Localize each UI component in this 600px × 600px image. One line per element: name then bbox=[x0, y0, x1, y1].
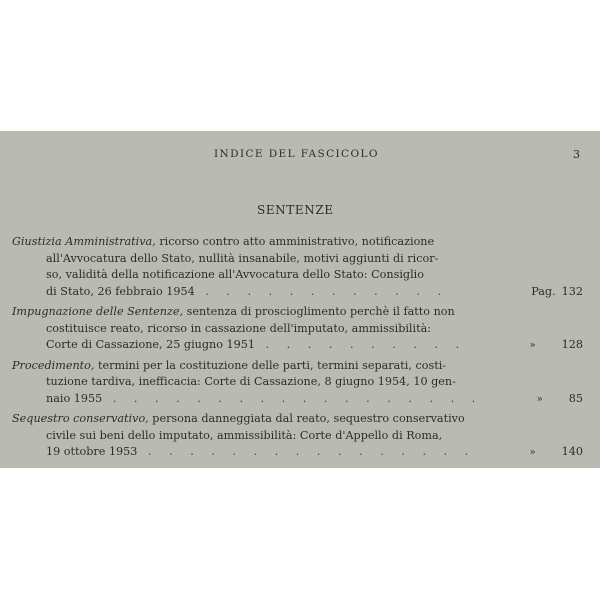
page-label: Pag. bbox=[531, 284, 556, 298]
index-entry bbox=[0, 358, 600, 408]
entry-line bbox=[0, 337, 600, 354]
page-number: 3 bbox=[573, 148, 580, 161]
entry-line bbox=[0, 391, 600, 408]
entry-page-ref bbox=[531, 284, 583, 301]
entry-line bbox=[0, 304, 600, 321]
entry-line bbox=[0, 284, 600, 301]
entry-text: naio 1955 bbox=[46, 391, 103, 405]
entry-text: di Stato, 26 febbraio 1954 bbox=[46, 284, 195, 298]
page-label: » bbox=[529, 447, 536, 458]
entry-text: costituisce reato, ricorso in cassazione dell'imputato, ammissibilità: bbox=[46, 321, 432, 335]
entry-line bbox=[0, 411, 600, 428]
page-label: » bbox=[529, 340, 536, 351]
leader-dots: . . . . . . . . . . . . . . . . . . bbox=[102, 391, 483, 405]
entry-text: ricorso contro atto amministrativo, notificazione bbox=[155, 235, 435, 248]
index-entries bbox=[0, 234, 600, 465]
leader-dots: . . . . . . . . . . bbox=[255, 338, 467, 351]
entry-page-ref bbox=[530, 337, 583, 355]
entry-text: termini per la costituzione delle parti, termini separati, costi- bbox=[94, 358, 447, 372]
entry-page-number: 128 bbox=[561, 338, 583, 351]
index-entry bbox=[0, 234, 600, 300]
entry-page-number: 132 bbox=[561, 284, 583, 298]
book-page bbox=[0, 131, 600, 468]
entry-topic: Procedimento, bbox=[12, 358, 95, 372]
entry-text: persona danneggiata dal reato, sequestro conservativo bbox=[148, 412, 465, 425]
index-entry bbox=[0, 304, 600, 354]
entry-text: Corte di Cassazione, 25 giugno 1951 bbox=[46, 338, 256, 351]
entry-text: all'Avvocatura dello Stato, nullità insanabile, motivi aggiunti di ricor- bbox=[46, 251, 439, 265]
page-label: » bbox=[536, 393, 543, 405]
entry-line bbox=[0, 234, 600, 251]
entry-line bbox=[0, 267, 600, 284]
entry-page-number: 85 bbox=[568, 391, 583, 405]
section-title: SENTENZE bbox=[257, 203, 334, 217]
entry-text: civile sui beni dello imputato, ammissibilità: Corte d'Appello di Roma, bbox=[46, 428, 443, 442]
entry-page-ref bbox=[537, 391, 583, 409]
entry-topic: Impugnazione delle Sentenze, bbox=[12, 305, 184, 318]
entry-topic: Giustizia Amministrativa, bbox=[12, 235, 156, 248]
running-head bbox=[0, 148, 600, 162]
entry-line bbox=[0, 358, 600, 375]
entry-text: so, validità della notificazione all'Avvocatura dello Stato: Consiglio bbox=[46, 268, 424, 281]
running-title: INDICE DEL FASCICOLO bbox=[214, 148, 379, 160]
entry-line bbox=[0, 374, 600, 391]
entry-text: sentenza di proscioglimento perchè il fatto non bbox=[183, 305, 455, 318]
index-entry bbox=[0, 411, 600, 461]
entry-page-ref bbox=[530, 444, 583, 462]
entry-text: tuzione tardiva, inefficacia: Corte di Cassazione, 8 giugno 1954, 10 gen- bbox=[46, 375, 456, 388]
entry-line bbox=[0, 251, 600, 268]
entry-topic: Sequestro conservativo, bbox=[12, 412, 149, 425]
leader-dots: . . . . . . . . . . . . . . . . bbox=[137, 445, 476, 458]
entry-page-number: 140 bbox=[561, 445, 583, 458]
entry-line bbox=[0, 444, 600, 461]
leader-dots: . . . . . . . . . . . . bbox=[194, 284, 449, 298]
entry-text: 19 ottobre 1953 bbox=[46, 445, 138, 458]
entry-line bbox=[0, 321, 600, 338]
entry-line bbox=[0, 428, 600, 445]
